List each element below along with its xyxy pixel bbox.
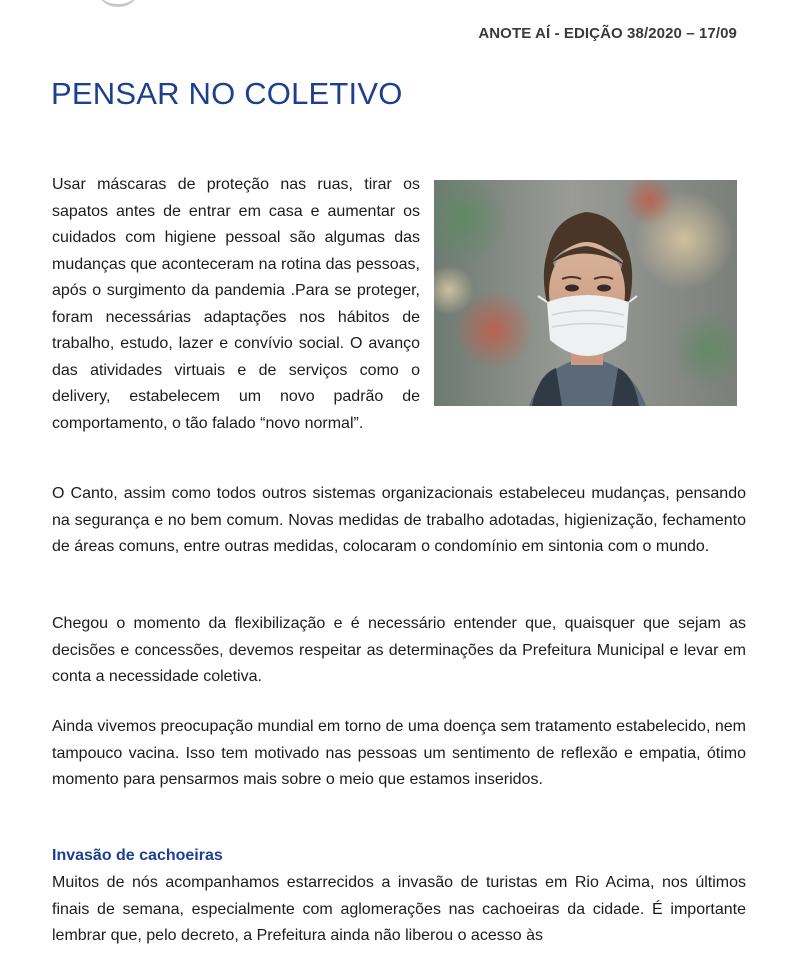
article-paragraph: Muitos de nós acompanhamos estarrecidos a invasão de turistas em Rio Acima, nos últimos finais de semana, especialmente com aglomerações nas cachoeiras da cidade. É importante lembrar que, pelo decreto, a Prefeitura ainda não liberou o acesso às xyxy=(52,874,746,944)
article-paragraph: Chegou o momento da flexibilização e é necessário entender que, quaisquer que sejam as decisões e concessões, devemos respeitar as determinações da Prefeitura Municipal e levar em conta a necessidade coletiva. xyxy=(52,615,746,685)
woman-with-mask-photo xyxy=(434,180,737,406)
intro-paragraph: Usar máscaras de proteção nas ruas, tirar os sapatos antes de entrar em casa e aumentar os cuidados com higiene pessoal são algumas das mudanças que aconteceram na rotina das pessoas, após o surgimento da pandemia .Para se proteger, foram necessárias adaptações nos hábitos de trabalho, estudo, lazer e convívio social. O avanço das atividades virtuais e de serviços como o delivery, estabelecem um novo padrão de comportamento, o tão falado “novo normal”. xyxy=(52,176,420,432)
edition-header: ANOTE AÍ - EDIÇÃO 38/2020 – 17/09 xyxy=(478,25,737,42)
article-paragraph: O Canto, assim como todos outros sistemas organizacionais estabeleceu mudanças, pensando na segurança e no bem comum. Novas medidas de trabalho adotadas, higienização, fechamento de áreas comuns, entre outras medidas, colocaram o condomínio em sintonia com o mundo. xyxy=(52,485,746,555)
article-title: PENSAR NO COLETIVO xyxy=(51,76,403,111)
logo-fragment xyxy=(96,0,140,7)
section-subheading: Invasão de cachoeiras xyxy=(52,847,223,864)
article-paragraph: Ainda vivemos preocupação mundial em torno de uma doença sem tratamento estabelecido, nem tampouco vacina. Isso tem motivado nas pessoas um sentimento de reflexão e empatia, ótimo momento para pensarmos mais sobre o meio que estamos inseridos. xyxy=(52,718,746,788)
